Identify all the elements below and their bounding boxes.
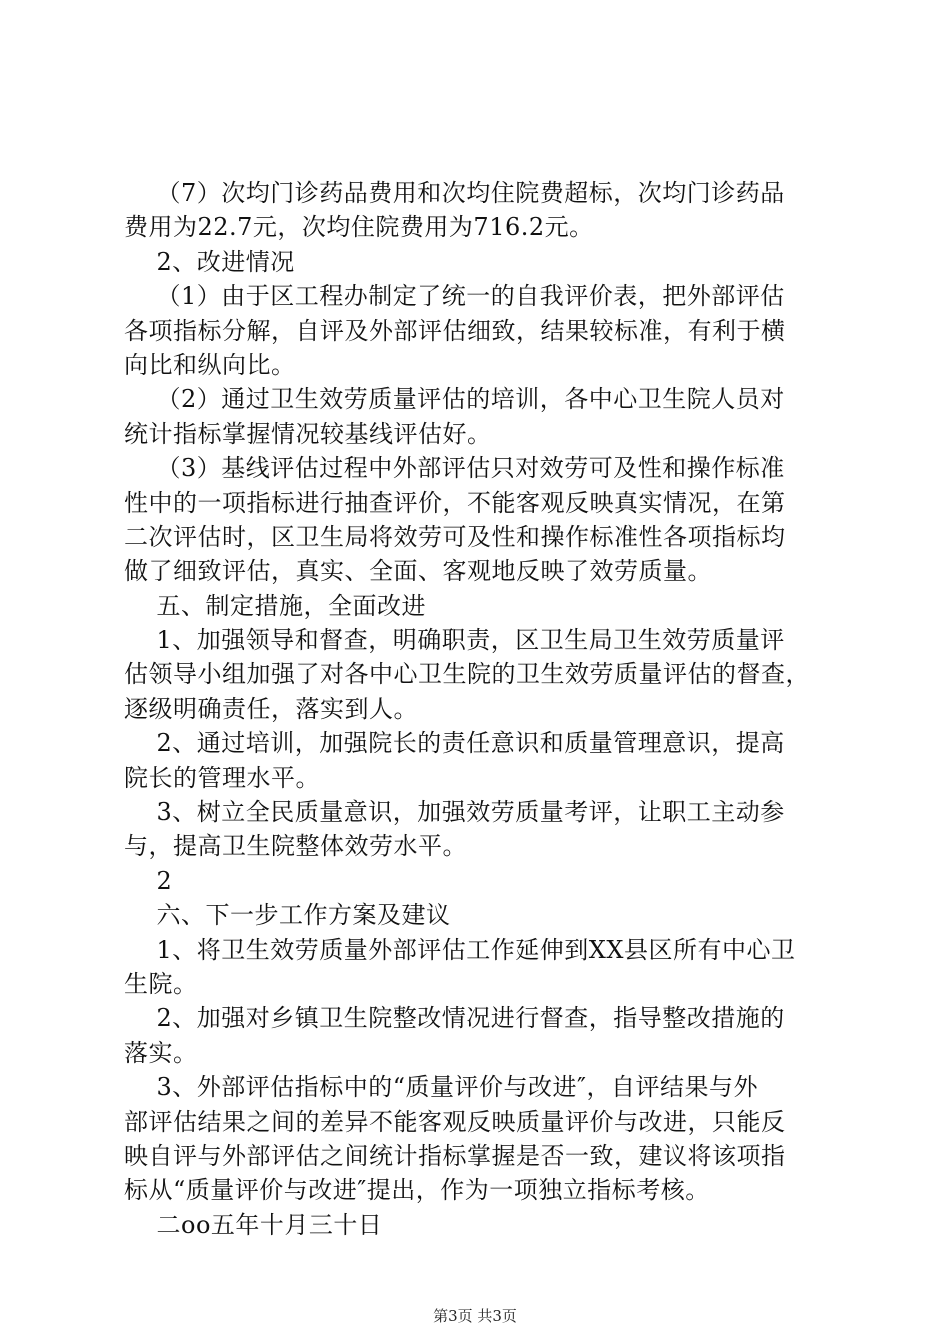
- text-line: （3）基线评估过程中外部评估只对效劳可及性和操作标准: [124, 454, 785, 483]
- text-line: 落实。: [124, 1038, 198, 1067]
- text-line: （1）由于区工程办制定了统一的自我评价表，把外部评估: [124, 282, 785, 311]
- text-line: 逐级明确责任，落实到人。: [124, 694, 418, 723]
- text-line: 部评估结果之间的差异不能客观反映质量评价与改进，只能反: [124, 1107, 786, 1136]
- section-heading: 六、下一步工作方案及建议: [124, 901, 451, 930]
- text-line: 1、加强领导和督查，明确职责，区卫生局卫生效劳质量评: [124, 626, 785, 655]
- text-line: （7）次均门诊药品费用和次均住院费超标，次均门诊药品: [124, 179, 785, 207]
- text-line: 院长的管理水平。: [124, 763, 320, 792]
- text-line: 1、将卫生效劳质量外部评估工作延伸到XX县区所有中心卫: [124, 935, 796, 964]
- text-line: 2、改进情况: [124, 247, 295, 276]
- text-line: 做了细致评估，真实、全面、客观地反映了效劳质量。: [124, 557, 712, 586]
- text-line: （2）通过卫生效劳质量评估的培训，各中心卫生院人员对: [124, 385, 785, 414]
- text-line: 映自评与外部评估之间统计指标掌握是否一致，建议将该项指: [124, 1141, 786, 1170]
- section-heading: 五、制定措施，全面改进: [124, 591, 427, 620]
- text-line: 二次评估时，区卫生局将效劳可及性和操作标准性各项指标均: [124, 522, 786, 551]
- page-footer: 第3页 共3页: [433, 1307, 517, 1325]
- text-line: 生院。: [124, 969, 198, 998]
- text-line: 与，提高卫生院整体效劳水平。: [124, 832, 467, 861]
- text-line: 向比和纵向比。: [124, 350, 296, 379]
- text-line: 2、通过培训，加强院长的责任意识和质量管理意识，提高: [124, 729, 785, 758]
- text-line: 2、加强对乡镇卫生院整改情况进行督查，指导整改措施的: [124, 1004, 785, 1033]
- document-date: 二oo五年十月三十日: [124, 1210, 383, 1239]
- text-line: 统计指标掌握情况较基线评估好。: [124, 419, 492, 448]
- text-line: 性中的一项指标进行抽查评价，不能客观反映真实情况，在第: [124, 488, 786, 517]
- text-line: 3、树立全民质量意识，加强效劳质量考评，让职工主动参: [124, 798, 785, 827]
- inline-page-number: 2: [124, 866, 173, 895]
- document-body: [124, 176, 834, 1242]
- text-line: 各项指标分解，自评及外部评估细致，结果较标准，有利于横: [124, 316, 786, 345]
- text-line: 估领导小组加强了对各中心卫生院的卫生效劳质量评估的督查，: [124, 660, 810, 689]
- text-line: 3、外部评估指标中的“质量评价与改进″，自评结果与外: [124, 1073, 759, 1102]
- text-line: 标从“质量评价与改进″提出，作为一项独立指标考核。: [124, 1176, 710, 1205]
- text-line: 费用为22.7元，次均住院费用为716.2元。: [124, 213, 594, 242]
